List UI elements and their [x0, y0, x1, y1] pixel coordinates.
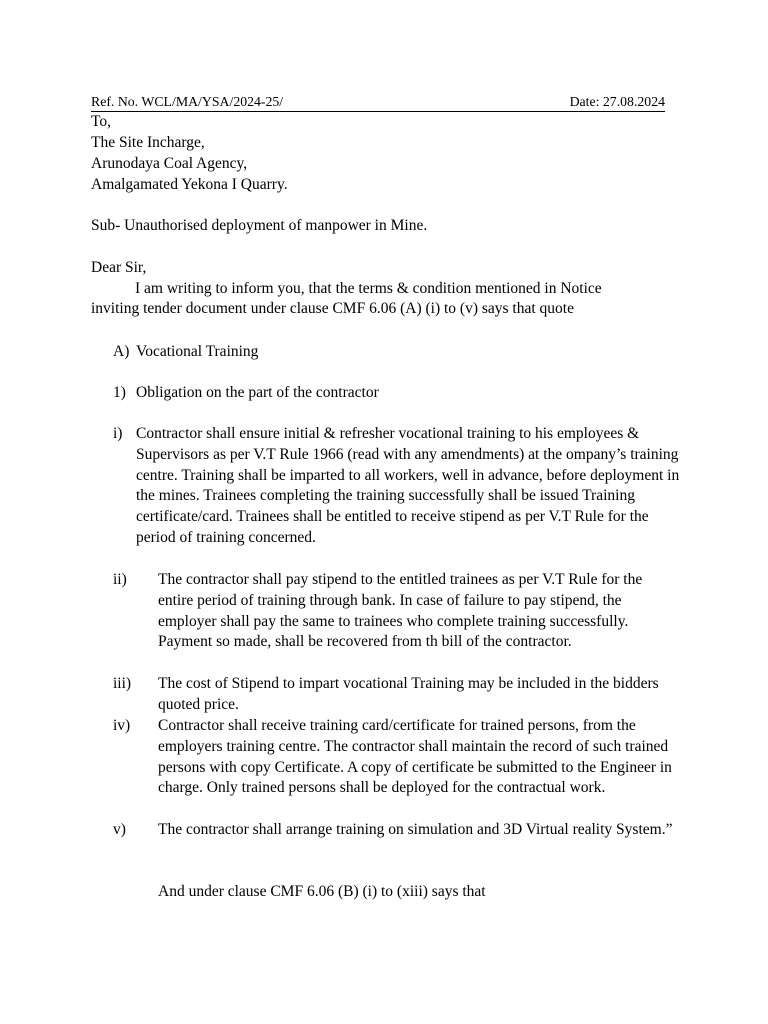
item-marker: iii): [113, 675, 132, 692]
subject-line: Sub- Unauthorised deployment of manpower in Mine.: [91, 217, 428, 234]
section-1-title: Obligation on the part of the contractor: [136, 384, 379, 401]
address-location: Amalgamated Yekona I Quarry.: [91, 176, 288, 193]
item-marker: iv): [113, 717, 131, 734]
address-recipient: The Site Incharge,: [91, 134, 205, 151]
item-marker: v): [113, 821, 126, 838]
item-marker: ii): [113, 571, 127, 588]
list-item: Contractor shall receive training card/certificate for trained persons, from the employers training centre. The contractor shall maintain the record of such trained persons with copy Certificate. A copy of certificate be submitted to the Engineer in charge. Only trained persons shall be deployed for the contractual work.: [158, 717, 672, 797]
item-marker: i): [113, 425, 123, 442]
reference-line: [91, 93, 665, 112]
list-item: The contractor shall pay stipend to the entitled trainees as per V.T Rule for the entire period of training through bank. In case of failure to pay stipend, the employer shall pay the same to trainees who complete training successfully. Payment so made, shall be recovered from th bill of the contractor.: [158, 571, 643, 651]
section-1-marker: 1): [113, 384, 126, 401]
reference-number: Ref. No. WCL/MA/YSA/2024-25/: [91, 94, 284, 109]
closing-line: And under clause CMF 6.06 (B) (i) to (xiii) says that: [158, 883, 486, 900]
section-a-marker: A): [113, 343, 130, 360]
list-item: Contractor shall ensure initial & refresher vocational training to his employees & Supervisors as per V.T Rule 1966 (read with any amendments) at the ompany’s training centre. Training shall be imparted to all workers, well in advance, before deployment in the mines. Trainees completing the training successfully shall be issued Training certificate/card. Trainees shall be entitled to receive stipend as per V.T Rule for the period of training concerned.: [136, 425, 680, 546]
salutation: Dear Sir,: [91, 259, 147, 276]
section-a-title: Vocational Training: [136, 343, 259, 360]
letter-date: Date: 27.08.2024: [569, 94, 665, 109]
address-company: Arunodaya Coal Agency,: [91, 155, 248, 172]
intro-line-1: I am writing to inform you, that the terms & condition mentioned in Notice: [135, 280, 602, 297]
intro-line-2: inviting tender document under clause CMF 6.06 (A) (i) to (v) says that quote: [91, 300, 574, 317]
list-item: The contractor shall arrange training on simulation and 3D Virtual reality System.”: [158, 821, 673, 838]
list-item: The cost of Stipend to impart vocational Training may be included in the bidders quoted price.: [158, 675, 659, 713]
address-to: To,: [91, 113, 112, 130]
